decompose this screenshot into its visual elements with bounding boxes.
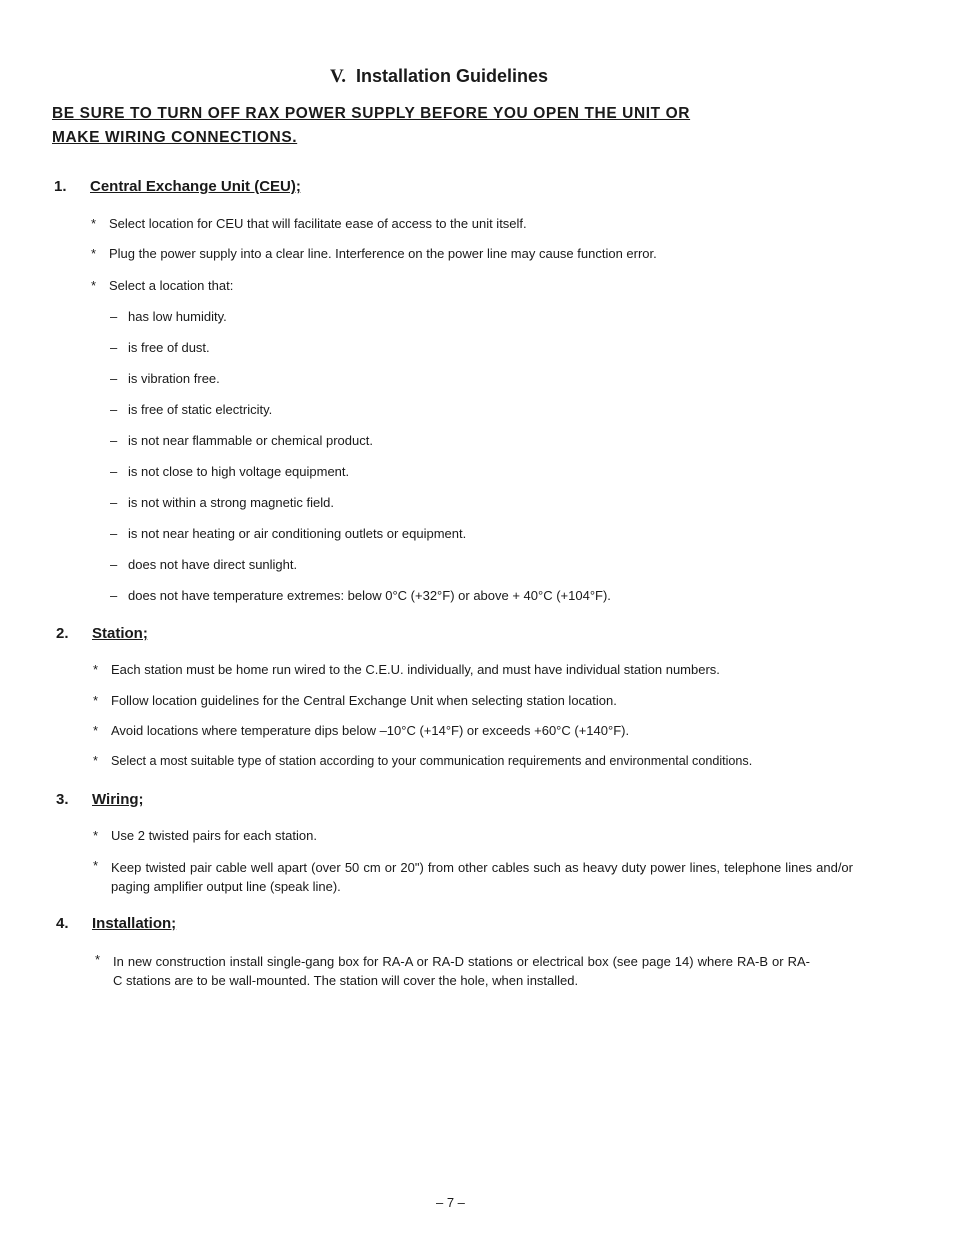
warning-line-1: BE SURE TO TURN OFF RAX POWER SUPPLY BEFORE YOU OPEN THE UNIT OR: [52, 105, 691, 122]
chapter-title: Installation Guidelines: [356, 66, 549, 86]
dash-marker: –: [110, 402, 118, 417]
section-number: 2.: [56, 625, 69, 642]
list-item: * Avoid locations where temperature dips below –10°C (+14°F) or exceeds +60°C (+140°F).: [93, 723, 630, 738]
section-number: 4.: [56, 915, 69, 932]
condition-item: – does not have temperature extremes: below 0°C (+32°F) or above + 40°C (+104°F).: [110, 588, 611, 603]
bullet-marker: *: [93, 828, 99, 843]
chapter-numeral: V.: [330, 66, 347, 87]
dash-marker: –: [110, 495, 118, 510]
bullet-marker: *: [93, 662, 99, 677]
list-item: * Keep twisted pair cable well apart (over 50 cm or 20") from other cables such as heavy duty power lines, telephone lines and/or paging amplifier output line (speak line).: [93, 858, 853, 894]
section-number: 1.: [54, 178, 67, 195]
bullet-marker: *: [93, 693, 99, 708]
section-number: 3.: [56, 791, 69, 808]
condition-item: – is vibration free.: [110, 371, 220, 386]
list-item: * Select a most suitable type of station according to your communication requirements and environmental conditions.: [93, 754, 753, 768]
section-heading-ceu: [54, 178, 301, 195]
page-number: – 7 –: [436, 1195, 465, 1210]
dash-marker: –: [110, 557, 118, 572]
bullet-marker: *: [91, 278, 97, 293]
list-item: * In new construction install single-gang box for RA-A or RA-D stations or electrical box (see page 14) where RA-B or RA-C stations are to be wall-mounted. The station will cover the hole, when installed.: [95, 952, 810, 988]
condition-item: – is not close to high voltage equipment.: [110, 464, 350, 479]
condition-item: – is not near heating or air conditioning outlets or equipment.: [110, 526, 467, 541]
section-heading-installation: [56, 915, 176, 932]
section-title: Wiring;: [92, 791, 144, 808]
bullet-marker: *: [93, 754, 98, 768]
section-heading-wiring: [56, 791, 144, 808]
dash-marker: –: [110, 526, 118, 541]
bullet-marker: *: [95, 952, 101, 967]
section-heading-station: [56, 625, 148, 642]
bullet-marker: *: [91, 246, 97, 261]
condition-item: – is free of static electricity.: [110, 402, 273, 417]
list-item: * Select a location that:: [91, 278, 234, 293]
section-title: Central Exchange Unit (CEU);: [90, 178, 301, 195]
warning-line-2: MAKE WIRING CONNECTIONS.: [52, 129, 298, 146]
section-title: Station;: [92, 625, 148, 642]
dash-marker: –: [110, 588, 118, 603]
list-item: * Use 2 twisted pairs for each station.: [93, 828, 317, 843]
dash-marker: –: [110, 371, 118, 386]
condition-item: – is not near flammable or chemical product.: [110, 433, 373, 448]
bullet-marker: *: [93, 858, 99, 873]
condition-item: – has low humidity.: [110, 309, 227, 324]
dash-marker: –: [110, 340, 118, 355]
list-item: * Each station must be home run wired to the C.E.U. individually, and must have individual station numbers.: [93, 662, 720, 677]
condition-item: – is not within a strong magnetic field.: [110, 495, 334, 510]
bullet-marker: *: [93, 723, 99, 738]
list-item: * Follow location guidelines for the Central Exchange Unit when selecting station location.: [93, 693, 617, 708]
section-title: Installation;: [92, 915, 177, 932]
bullet-marker: *: [91, 216, 97, 231]
list-item: * Plug the power supply into a clear line. Interference on the power line may cause function error.: [91, 246, 657, 261]
condition-item: – does not have direct sunlight.: [110, 557, 298, 572]
page-title: [330, 66, 548, 88]
dash-marker: –: [110, 309, 118, 324]
condition-item: – is free of dust.: [110, 340, 210, 355]
list-item: * Select location for CEU that will facilitate ease of access to the unit itself.: [91, 216, 527, 231]
dash-marker: –: [110, 464, 118, 479]
dash-marker: –: [110, 433, 118, 448]
